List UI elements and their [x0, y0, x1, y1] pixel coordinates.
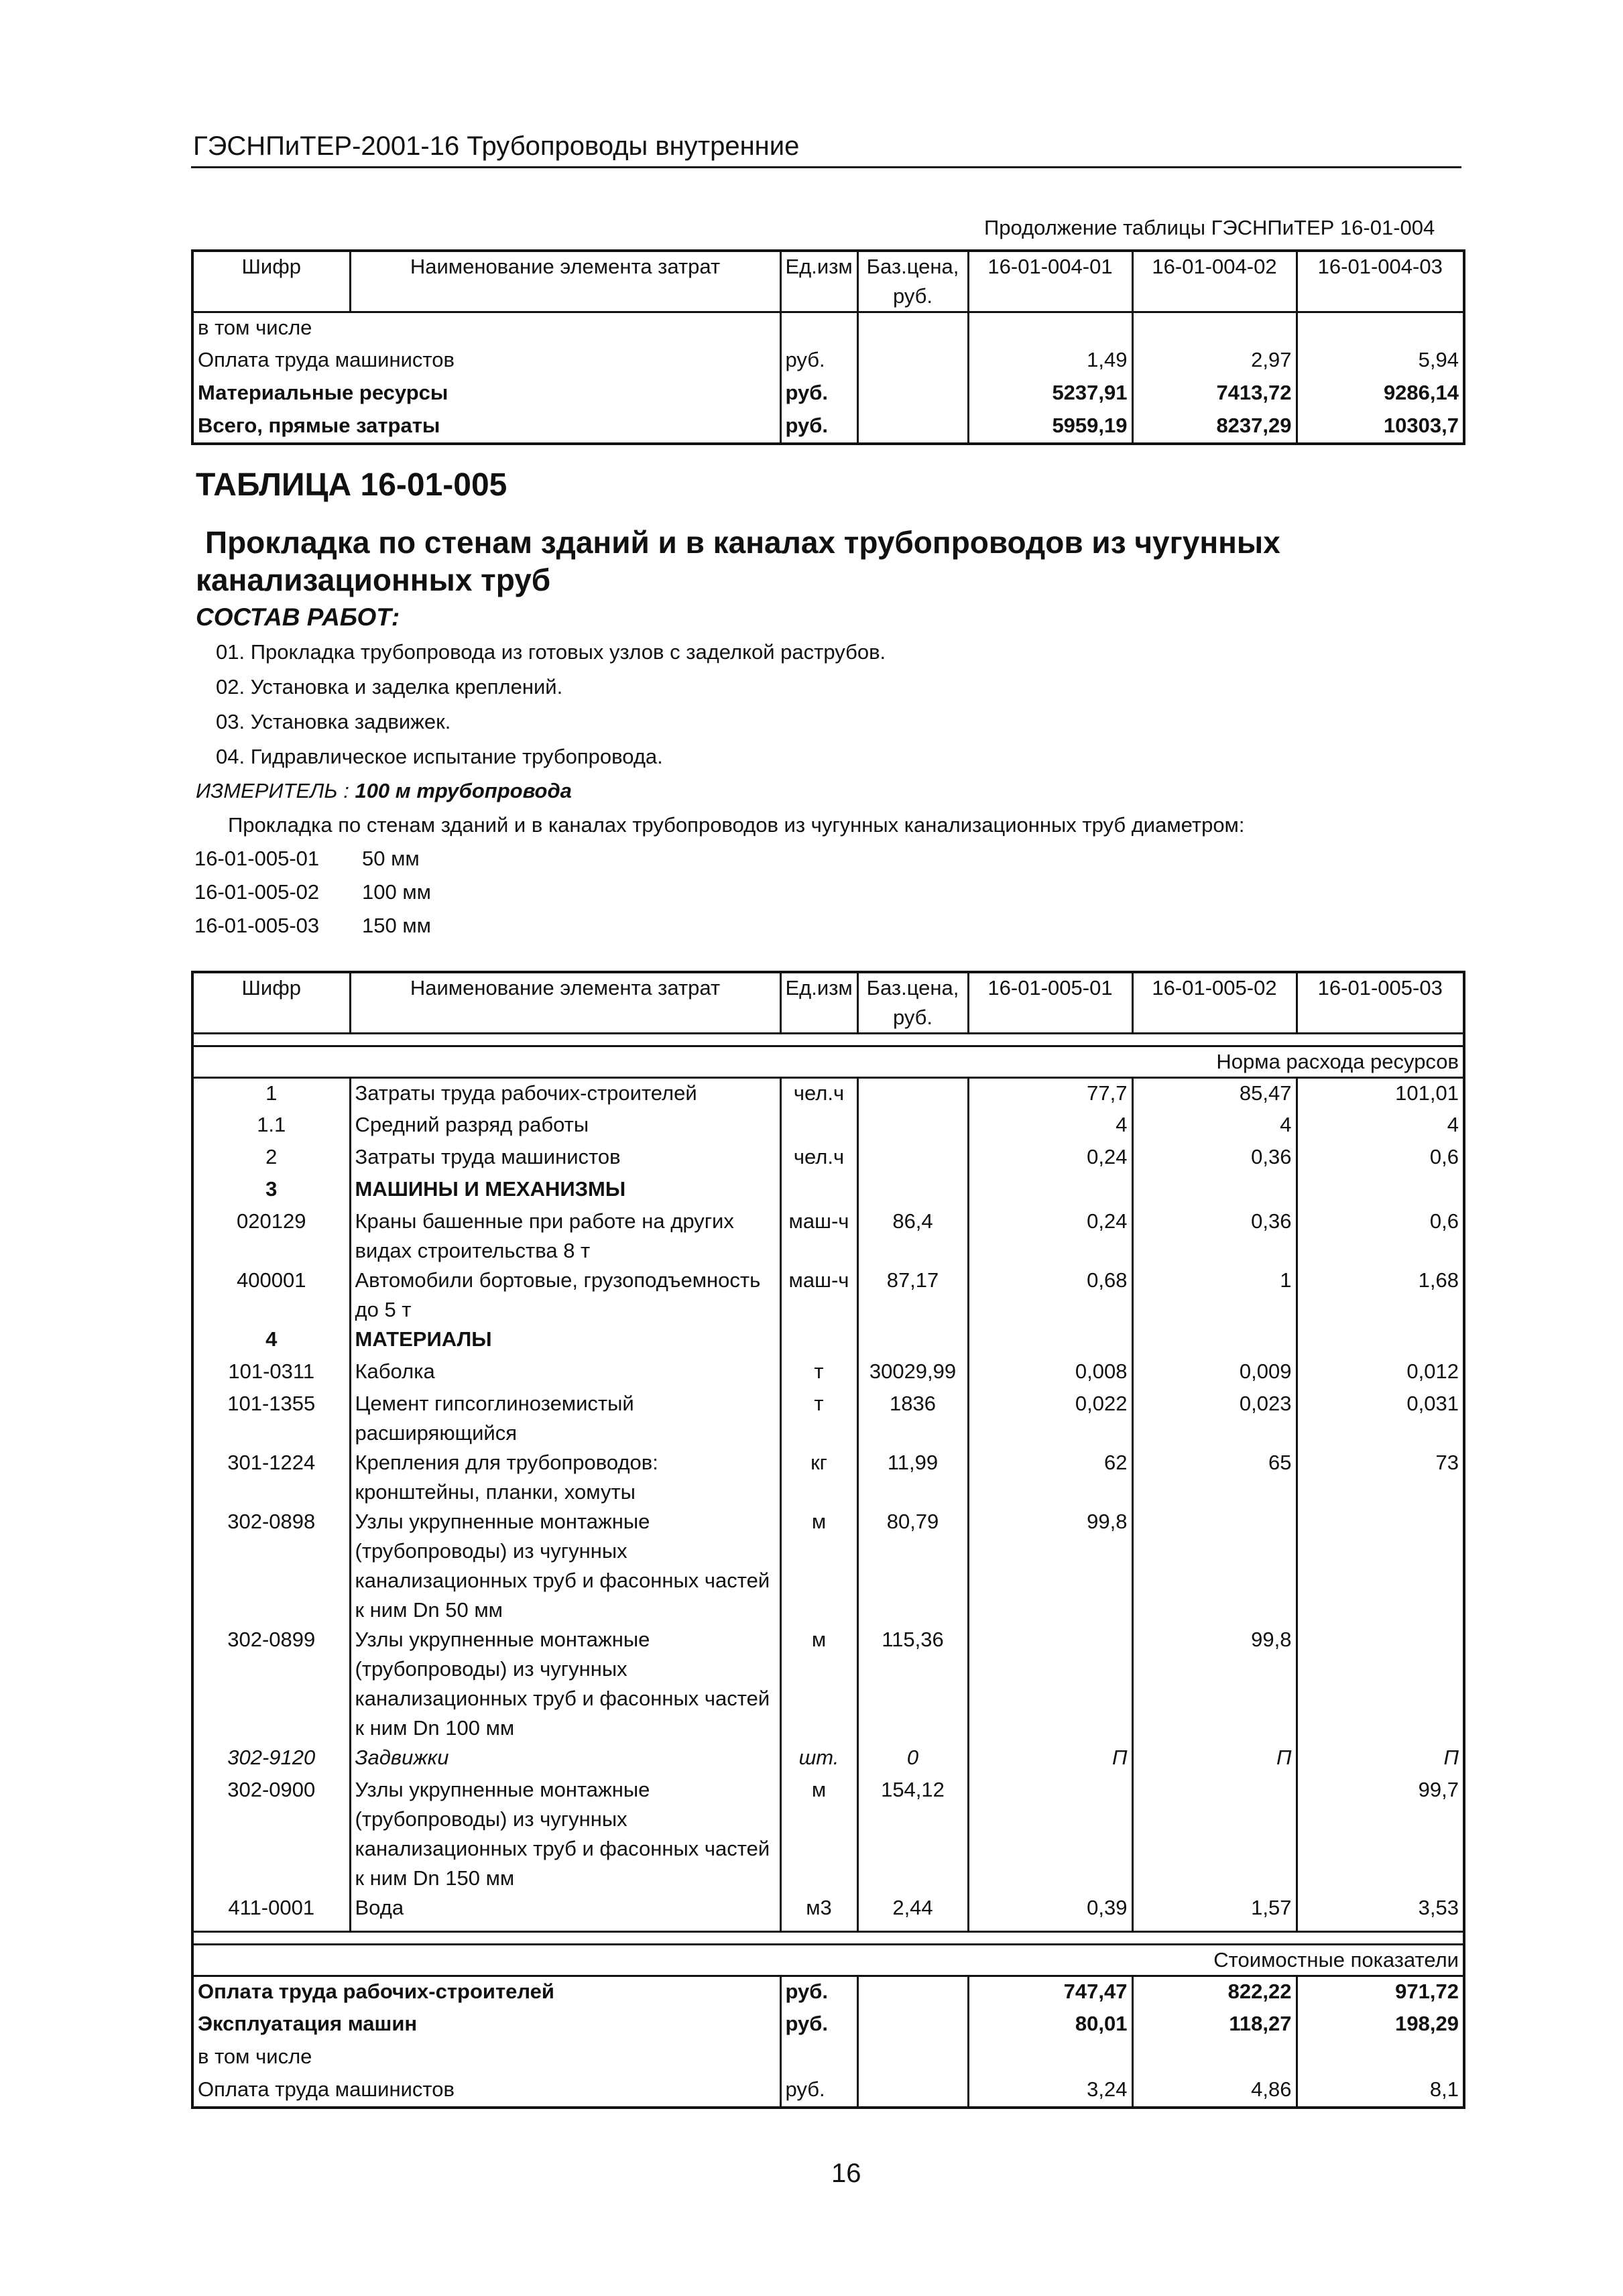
row-cipher: 302-0899: [227, 1627, 316, 1651]
row-price: 115,36: [857, 1625, 968, 1743]
row-name: Оплата труда рабочих-строителей: [198, 1980, 554, 2003]
row-unit: м3: [806, 1895, 832, 1919]
row-value: [1132, 1775, 1297, 1893]
row-cipher: 3: [265, 1176, 278, 1201]
row-value: 77,7: [968, 1078, 1132, 1110]
cost-row: [192, 2009, 1464, 2042]
row-unit: руб.: [780, 2009, 857, 2042]
row-value: 101,01: [1297, 1078, 1464, 1110]
row-value: 4,86: [1132, 2075, 1297, 2108]
row-price: [857, 1110, 968, 1142]
row-price: 154,12: [857, 1775, 968, 1893]
row-value: [968, 1775, 1132, 1893]
row-value: 80,01: [968, 2009, 1132, 2042]
row-name: Затраты труда машинистов: [350, 1142, 780, 1174]
row-unit: [780, 1110, 857, 1142]
row-unit: маш-ч: [788, 1209, 849, 1233]
continuation-caption: Продолжение таблицы ГЭСНПиТЕР 16-01-004: [984, 216, 1435, 239]
row-name: Эксплуатация машин: [198, 2011, 418, 2035]
row-name: в том числе: [198, 316, 312, 339]
row-name: Автомобили бортовые, грузоподъемность до 5 т: [350, 1266, 780, 1325]
resource-row: [192, 1078, 1464, 1110]
cost-row: [192, 1976, 1464, 2009]
col-price: Баз.цена, руб.: [857, 251, 968, 312]
cost-row: [192, 2075, 1464, 2108]
row-value: 198,29: [1297, 2009, 1464, 2042]
row-value: 0,008: [968, 1357, 1132, 1389]
table-title: ТАБЛИЦА 16-01-005: [196, 467, 507, 503]
section-title-line-1: Прокладка по стенам зданий и в каналах трубопроводов из чугунных: [205, 525, 1280, 560]
resource-header-row: [192, 972, 1464, 1034]
row-value: [1297, 1325, 1464, 1357]
row-name: Оплата труда машинистов: [198, 2077, 455, 2101]
row-value: 1: [1132, 1266, 1297, 1325]
row-unit: [780, 2042, 857, 2075]
row-value: 85,47: [1132, 1078, 1297, 1110]
row-cipher: 4: [265, 1327, 278, 1351]
resource-row: [192, 1174, 1464, 1207]
measure-label: ИЗМЕРИТЕЛЬ :: [196, 779, 349, 802]
row-cipher: 2: [265, 1144, 278, 1168]
row-value: [1132, 1507, 1297, 1625]
norm-band-row: [192, 1046, 1464, 1078]
work-item: 03. Установка задвижек.: [216, 710, 451, 733]
work-item: 02. Установка и заделка креплений.: [216, 675, 563, 699]
row-value: 5959,19: [968, 411, 1132, 444]
row-unit: [780, 1325, 857, 1357]
resource-row: [192, 1448, 1464, 1507]
row-unit: м: [811, 1627, 827, 1651]
continuation-table: [191, 249, 1465, 445]
row-value: 8237,29: [1132, 411, 1297, 444]
row-name: Цемент гипсоглиноземистый расширяющийся: [350, 1389, 780, 1448]
row-cipher: 302-0900: [227, 1777, 316, 1801]
row-name: Вода: [350, 1893, 780, 1932]
diameter-intro: Прокладка по стенам зданий и в каналах трубопроводов из чугунных канализационных труб диаметром:: [228, 813, 1245, 837]
row-value: 3,53: [1297, 1893, 1464, 1932]
measure-value: 100 м трубопровода: [355, 779, 572, 802]
col-unit: Ед.изм: [780, 972, 857, 1034]
continuation-header-row: [192, 251, 1464, 312]
row-name: Всего, прямые затраты: [198, 413, 440, 437]
row-value: [1132, 1325, 1297, 1357]
row-value: П: [968, 1743, 1132, 1775]
row-price: 87,17: [857, 1266, 968, 1325]
row-cipher: 302-9120: [227, 1745, 316, 1769]
row-price: 11,99: [857, 1448, 968, 1507]
row-name: Узлы укрупненные монтажные (трубопроводы) из чугунных канализационных труб и фасонных частей к ним Dn 50 мм: [350, 1507, 780, 1625]
col-code-2: 16-01-005-02: [1132, 972, 1297, 1034]
row-value: 0,031: [1297, 1389, 1464, 1448]
col-code-1: 16-01-005-01: [968, 972, 1132, 1034]
row-value: 5,94: [1297, 345, 1464, 378]
row-name: Узлы укрупненные монтажные (трубопроводы) из чугунных канализационных труб и фасонных частей к ним Dn 100 мм: [350, 1625, 780, 1743]
work-item: 04. Гидравлическое испытание трубопровода.: [216, 745, 663, 768]
row-value: 9286,14: [1297, 378, 1464, 411]
row-price: [857, 1078, 968, 1110]
resource-row: [192, 1325, 1464, 1357]
row-value: [968, 2042, 1132, 2075]
row-value: 0,6: [1297, 1207, 1464, 1266]
row-value: [1132, 1174, 1297, 1207]
continuation-row: [192, 378, 1464, 411]
col-cipher: Шифр: [192, 251, 350, 312]
row-value: 5237,91: [968, 378, 1132, 411]
col-code-3: 16-01-005-03: [1297, 972, 1464, 1034]
row-value: 822,22: [1132, 1976, 1297, 2009]
resource-row: [192, 1110, 1464, 1142]
row-value: 99,7: [1297, 1775, 1464, 1893]
row-name: Оплата труда машинистов: [198, 347, 455, 371]
norm-band-label: Норма расхода ресурсов: [192, 1046, 1464, 1078]
continuation-row: [192, 312, 1464, 345]
row-price: [857, 1142, 968, 1174]
row-value: 0,36: [1132, 1207, 1297, 1266]
col-code-3: 16-01-004-03: [1297, 251, 1464, 312]
resource-row: [192, 1625, 1464, 1743]
resource-row: [192, 1142, 1464, 1174]
row-value: 118,27: [1132, 2009, 1297, 2042]
row-value: 4: [968, 1110, 1132, 1142]
row-value: 1,49: [968, 345, 1132, 378]
row-value: 0,68: [968, 1266, 1132, 1325]
row-unit: руб.: [780, 378, 857, 411]
row-value: 3,24: [968, 2075, 1132, 2108]
row-value: П: [1297, 1743, 1464, 1775]
continuation-row: [192, 345, 1464, 378]
cost-band-row: [192, 1945, 1464, 1976]
row-price: [857, 1174, 968, 1207]
row-value: 971,72: [1297, 1976, 1464, 2009]
row-name: Затраты труда рабочих-строителей: [350, 1078, 780, 1110]
row-name: Задвижки: [350, 1743, 780, 1775]
row-value: 2,97: [1132, 345, 1297, 378]
row-name: Крепления для трубопроводов: кронштейны, планки, хомуты: [350, 1448, 780, 1507]
row-name: Узлы укрупненные монтажные (трубопроводы) из чугунных канализационных труб и фасонных частей к ним Dn 150 мм: [350, 1775, 780, 1893]
row-unit: м: [811, 1509, 827, 1533]
row-unit: руб.: [780, 345, 857, 378]
row-cipher: 301-1224: [227, 1450, 316, 1474]
row-value: 8,1: [1297, 2075, 1464, 2108]
row-unit: кг: [810, 1450, 827, 1474]
continuation-row: [192, 411, 1464, 444]
row-price: 0: [857, 1743, 968, 1775]
cost-row: [192, 2042, 1464, 2075]
row-value: 65: [1132, 1448, 1297, 1507]
row-value: 0,009: [1132, 1357, 1297, 1389]
col-unit: Ед.изм: [780, 251, 857, 312]
work-item: 01. Прокладка трубопровода из готовых узлов с заделкой раструбов.: [216, 640, 886, 664]
row-value: 0,022: [968, 1389, 1132, 1448]
row-cipher: 020129: [237, 1209, 306, 1233]
row-value: 0,6: [1297, 1142, 1464, 1174]
row-value: 0,023: [1132, 1389, 1297, 1448]
row-value: 73: [1297, 1448, 1464, 1507]
row-name: Каболка: [350, 1357, 780, 1389]
row-value: 1,57: [1132, 1893, 1297, 1932]
col-name: Наименование элемента затрат: [350, 972, 780, 1034]
row-value: [1297, 1507, 1464, 1625]
row-value: 747,47: [968, 1976, 1132, 2009]
work-composition-heading: СОСТАВ РАБОТ:: [196, 603, 400, 631]
resource-table: [191, 971, 1465, 2109]
col-price: Баз.цена, руб.: [857, 972, 968, 1034]
row-value: 4: [1132, 1110, 1297, 1142]
diameter-code: 16-01-005-01: [194, 847, 320, 870]
resource-row: [192, 1207, 1464, 1266]
resource-row: [192, 1507, 1464, 1625]
cost-band-label: Стоимостные показатели: [192, 1945, 1464, 1976]
row-price: [857, 1325, 968, 1357]
row-value: [968, 1174, 1132, 1207]
row-name: Средний разряд работы: [350, 1110, 780, 1142]
row-price: 86,4: [857, 1207, 968, 1266]
diameter-code: 16-01-005-02: [194, 880, 320, 904]
page-number: 16: [831, 2159, 861, 2188]
diameter-size: 50 мм: [362, 847, 420, 870]
resource-row: [192, 1266, 1464, 1325]
row-price: 1836: [857, 1389, 968, 1448]
col-name: Наименование элемента затрат: [350, 251, 780, 312]
row-value: 7413,72: [1132, 378, 1297, 411]
row-value: 0,24: [968, 1207, 1132, 1266]
row-value: 0,012: [1297, 1357, 1464, 1389]
row-name: в том числе: [198, 2044, 312, 2068]
row-price: 2,44: [857, 1893, 968, 1932]
row-cipher: 411-0001: [228, 1895, 315, 1919]
running-header: ГЭСНПиТЕР-2001-16 Трубопроводы внутренние: [193, 131, 800, 161]
row-unit: шт.: [798, 1745, 839, 1769]
row-value: [968, 1325, 1132, 1357]
row-unit: руб.: [780, 411, 857, 444]
row-unit: руб.: [780, 2075, 857, 2108]
row-value: [968, 1625, 1132, 1743]
resource-row: [192, 1389, 1464, 1448]
row-cipher: 101-0311: [228, 1359, 315, 1383]
row-price: 80,79: [857, 1507, 968, 1625]
row-unit: чел.ч: [793, 1144, 845, 1168]
row-value: [1132, 2042, 1297, 2075]
row-value: 99,8: [968, 1507, 1132, 1625]
diameter-code: 16-01-005-03: [194, 914, 320, 937]
row-value: П: [1132, 1743, 1297, 1775]
row-value: [1297, 1174, 1464, 1207]
row-value: 1,68: [1297, 1266, 1464, 1325]
row-unit: чел.ч: [793, 1081, 845, 1105]
row-unit: маш-ч: [788, 1268, 849, 1292]
row-name: Материальные ресурсы: [198, 380, 448, 404]
row-value: [1297, 1625, 1464, 1743]
row-value: 0,39: [968, 1893, 1132, 1932]
row-value: [1297, 2042, 1464, 2075]
diameter-size: 100 мм: [362, 880, 431, 904]
resource-row: [192, 1743, 1464, 1775]
row-name: Краны башенные при работе на других видах строительства 8 т: [350, 1207, 780, 1266]
row-value: 10303,7: [1297, 411, 1464, 444]
row-cipher: 302-0898: [227, 1509, 316, 1533]
measure-line: [196, 779, 572, 803]
resource-row: [192, 1357, 1464, 1389]
row-unit: руб.: [780, 1976, 857, 2009]
row-name: МАТЕРИАЛЫ: [350, 1325, 780, 1357]
row-unit: [780, 312, 857, 345]
row-value: 0,36: [1132, 1142, 1297, 1174]
row-unit: [780, 1174, 857, 1207]
row-cipher: 400001: [237, 1268, 306, 1292]
diameter-size: 150 мм: [362, 914, 431, 937]
row-price: 30029,99: [857, 1357, 968, 1389]
row-unit: т: [814, 1359, 824, 1383]
resource-row: [192, 1775, 1464, 1893]
col-code-2: 16-01-004-02: [1132, 251, 1297, 312]
col-code-1: 16-01-004-01: [968, 251, 1132, 312]
row-cipher: 1: [265, 1081, 278, 1105]
row-cipher: 1.1: [257, 1112, 286, 1136]
header-rule: [191, 166, 1461, 168]
resource-row: [192, 1893, 1464, 1932]
row-value: 62: [968, 1448, 1132, 1507]
col-cipher: Шифр: [192, 972, 350, 1034]
row-value: 0,24: [968, 1142, 1132, 1174]
row-name: МАШИНЫ И МЕХАНИЗМЫ: [350, 1174, 780, 1207]
row-cipher: 101-1355: [227, 1391, 316, 1415]
section-title-line-2: канализационных труб: [196, 562, 551, 597]
row-unit: т: [814, 1391, 824, 1415]
row-unit: м: [811, 1777, 827, 1801]
row-value: 99,8: [1132, 1625, 1297, 1743]
row-value: 4: [1297, 1110, 1464, 1142]
